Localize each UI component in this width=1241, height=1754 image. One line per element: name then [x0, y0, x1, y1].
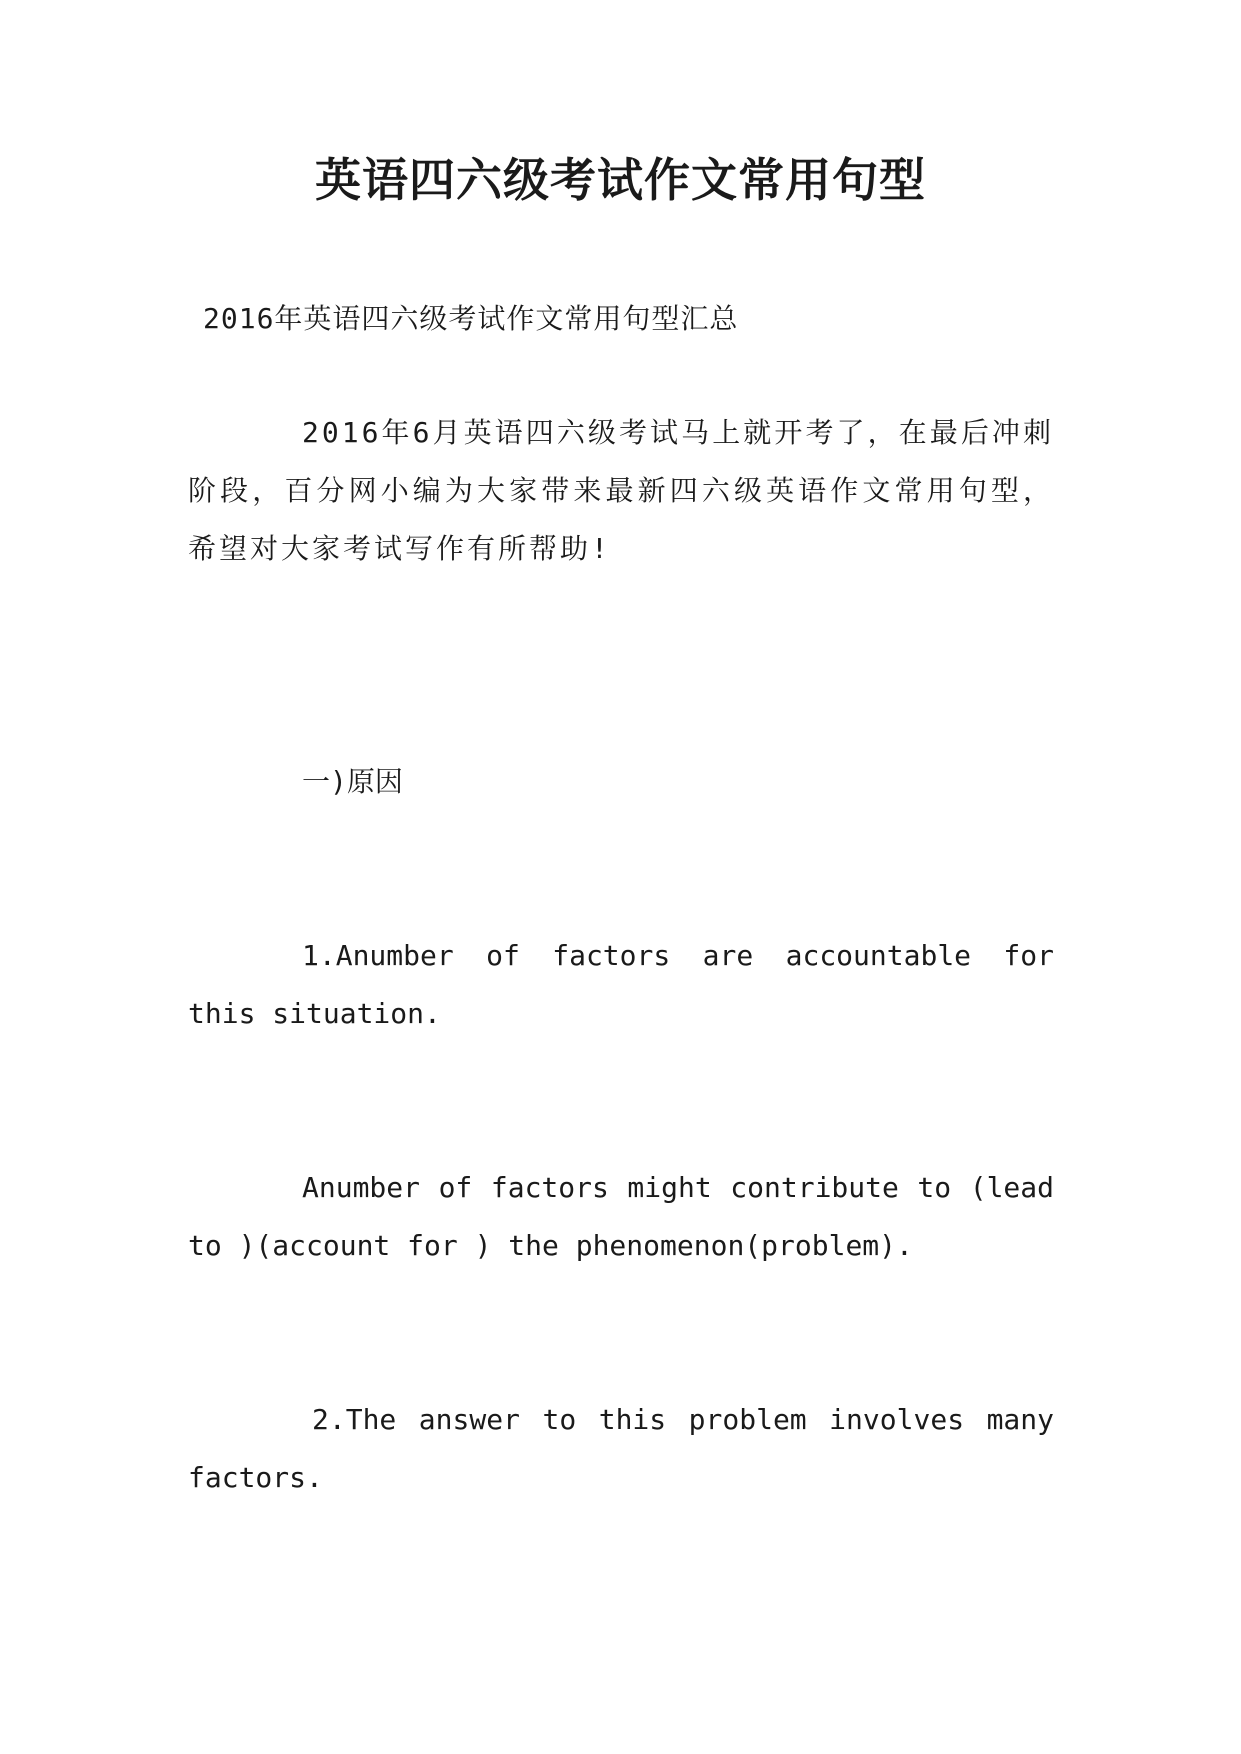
sentence-pattern-2: 2.The answer to this problem involves many factors.: [188, 1403, 1054, 1494]
document-title: 英语四六级考试作文常用句型: [315, 153, 926, 207]
intro-paragraph: 2016年6月英语四六级考试马上就开考了，在最后冲刺阶段，百分网小编为大家带来最新四六级英语作文常用句型，希望对大家考试写作有所帮助!: [188, 416, 1054, 565]
sentence-pattern-1-variant: Anumber of factors might contribute to (lead to )(account for ) the phenomenon(problem).: [188, 1171, 1054, 1262]
section-heading-reasons: 一)原因: [302, 765, 403, 798]
sentence-pattern-1: 1.Anumber of factors are accountable for this situation.: [188, 939, 1054, 1030]
document-subtitle: 2016年英语四六级考试作文常用句型汇总: [203, 302, 739, 335]
